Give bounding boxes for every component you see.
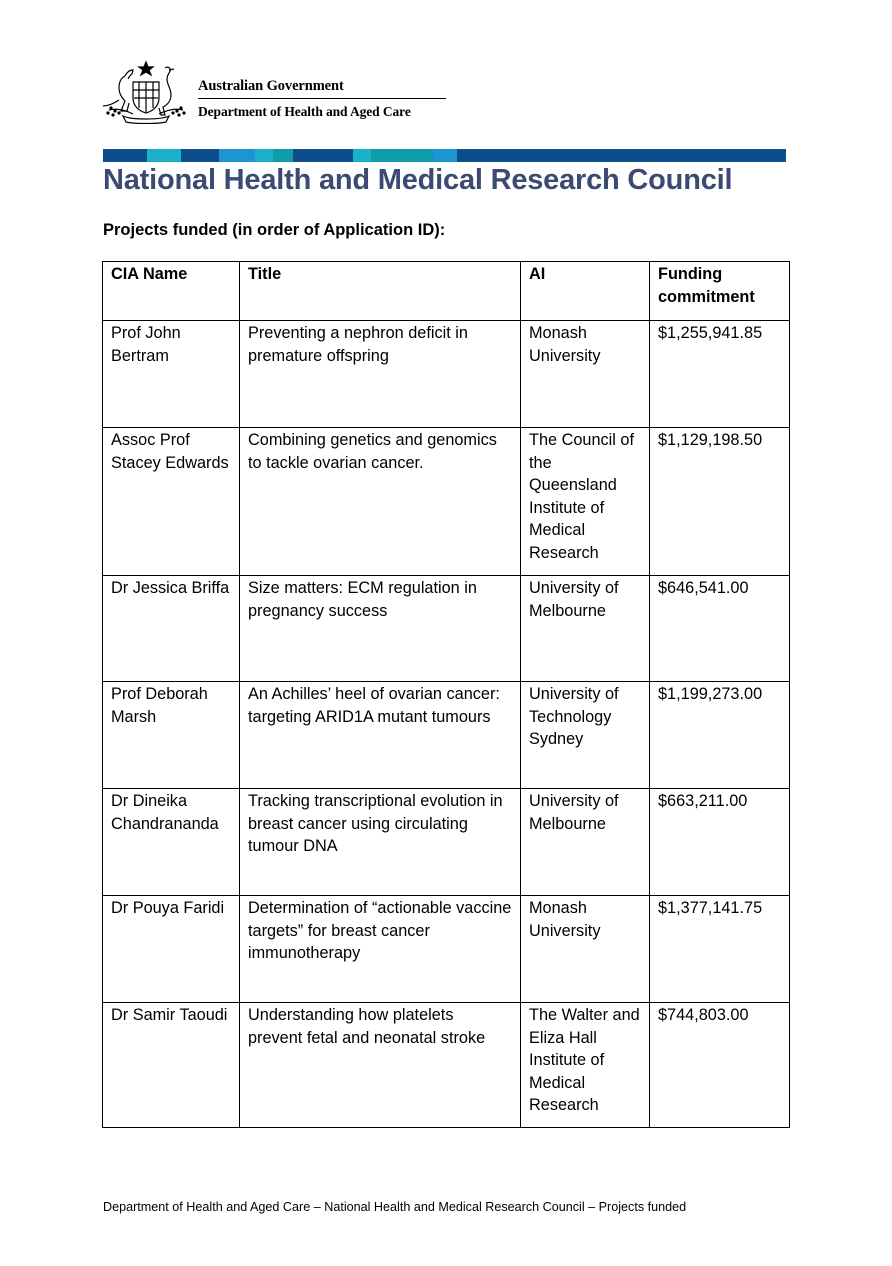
table-row (103, 1003, 790, 1128)
ai-cell: Monash University (521, 321, 650, 428)
color-bar-segment (219, 149, 255, 162)
funding-cell: $1,129,198.50 (650, 428, 790, 576)
funding-cell: $1,199,273.00 (650, 682, 790, 789)
color-bar-segment (103, 149, 147, 162)
table-row (103, 896, 790, 1003)
color-bar-segment (353, 149, 371, 162)
ai-cell: University of Technology Sydney (521, 682, 650, 789)
ai-cell: The Walter and Eliza Hall Institute of Medical Research (521, 1003, 650, 1128)
color-bar-segment (147, 149, 181, 162)
funding-cell: $1,377,141.75 (650, 896, 790, 1003)
title-cell: Combining genetics and genomics to tackle ovarian cancer. (240, 428, 521, 576)
funding-cell: $1,255,941.85 (650, 321, 790, 428)
logo-divider (198, 98, 446, 99)
title-cell: An Achilles’ heel of ovarian cancer: targeting ARID1A mutant tumours (240, 682, 521, 789)
ai-cell: University of Melbourne (521, 576, 650, 682)
cia-name-cell: Dr Dineika Chandrananda (103, 789, 240, 896)
color-bar-segment (457, 149, 786, 162)
table-row (103, 321, 790, 428)
color-bar-segment (293, 149, 353, 162)
title-cell: Determination of “actionable vaccine targets” for breast cancer immunotherapy (240, 896, 521, 1003)
title-cell: Size matters: ECM regulation in pregnancy success (240, 576, 521, 682)
color-bar-segment (433, 149, 457, 162)
ai-cell: The Council of the Queensland Institute of Medical Research (521, 428, 650, 576)
cia-name-cell: Dr Pouya Faridi (103, 896, 240, 1003)
cia-name-cell: Prof Deborah Marsh (103, 682, 240, 789)
coat-of-arms-icon (103, 58, 189, 124)
table-row (103, 682, 790, 789)
government-logo (103, 58, 448, 124)
department-name: Department of Health and Aged Care (198, 104, 411, 119)
table-row (103, 428, 790, 576)
brand-color-bar (103, 149, 786, 162)
government-name: Australian Government (198, 78, 344, 94)
column-header-title: Title (240, 262, 521, 321)
title-cell: Tracking transcriptional evolution in breast cancer using circulating tumour DNA (240, 789, 521, 896)
column-header-funding: Funding commitment (650, 262, 790, 321)
table-header-row (103, 262, 790, 321)
section-heading: Projects funded (in order of Application ID): (103, 221, 446, 239)
ai-cell: University of Melbourne (521, 789, 650, 896)
ai-cell: Monash University (521, 896, 650, 1003)
table-row (103, 576, 790, 682)
title-cell: Preventing a nephron deficit in premature offspring (240, 321, 521, 428)
color-bar-segment (371, 149, 433, 162)
funding-cell: $744,803.00 (650, 1003, 790, 1128)
funding-cell: $663,211.00 (650, 789, 790, 896)
page-title: National Health and Medical Research Council (103, 164, 733, 196)
cia-name-cell: Dr Jessica Briffa (103, 576, 240, 682)
column-header-ai: AI (521, 262, 650, 321)
color-bar-segment (181, 149, 219, 162)
color-bar-segment (255, 149, 273, 162)
projects-table (102, 261, 790, 1128)
funding-cell: $646,541.00 (650, 576, 790, 682)
color-bar-segment (273, 149, 293, 162)
cia-name-cell: Prof John Bertram (103, 321, 240, 428)
page-footer: Department of Health and Aged Care – National Health and Medical Research Council – Projects funded (103, 1200, 687, 1214)
cia-name-cell: Assoc Prof Stacey Edwards (103, 428, 240, 576)
cia-name-cell: Dr Samir Taoudi (103, 1003, 240, 1128)
table-row (103, 789, 790, 896)
title-cell: Understanding how platelets prevent fetal and neonatal stroke (240, 1003, 521, 1128)
column-header-cia-name: CIA Name (103, 262, 240, 321)
